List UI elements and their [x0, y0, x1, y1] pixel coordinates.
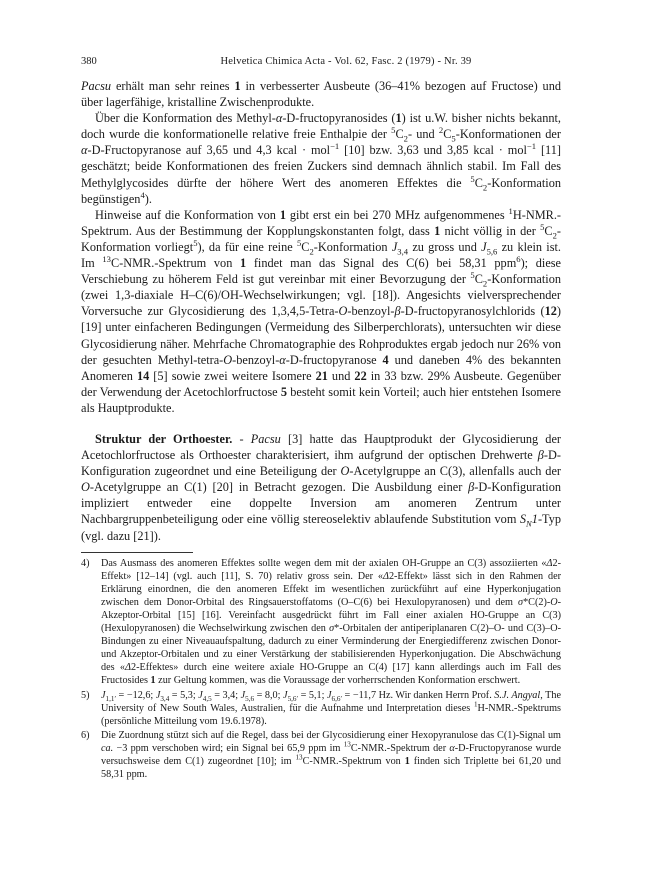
- article-body: [81, 78, 561, 544]
- paragraph-4: Struktur der Orthoester. - Pacsu [3] hatte das Hauptprodukt der Glycosidierung der Acetochlorfructose als Orthoester charakterisiert, ihm aufgrund der optischen Drehwerte β-D-Konfiguration zugeordnet und eine Beteiligung der O-Acetylgruppe an C(3), allenfalls auch der O-Acetylgruppe an C(1) [20] in Betracht gezogen. Die Ausbildung einer β-D-Konfiguration impliziert entweder eine doppelte Inversion am anomeren Zentrum unter Nachbargruppenbeteiligung oder eine völlig stereoselektiv ablaufende Substitution vom $S_N1$-Typ (vgl. dazu [21]).: [81, 431, 561, 543]
- paragraph-1: Pacsu erhält man sehr reines 1 in verbesserter Ausbeute (36–41% bezogen auf Fructose) und über lagerfähige, kristalline Zwischenprodukte.: [81, 79, 562, 110]
- paragraph-2: Über die Konformation des Methyl-α-D-fructopyranosides (1) ist u.W. bisher nichts bekannt, doch wurde die konformationelle relative freie Enthalpie der $^5C_2-$ und $^2C_5$-Konformationen der α-D-Fructopyranose auf 3,65 und 4,3 kcal · mol$^{-1}$ [10] bzw. 3,63 und 3,85 kcal · mol$^{-1}$ [11] geschätzt; beide Konformationen des freien Zuckers sind demnach ähnlich stabil. Im Fall des Methylglycosides dürfte der höhere Wert des anomeren Effektes die $^5C_2$-Konformation begünstigen$^4$).: [81, 111, 561, 206]
- running-head: Helvetica Chimica Acta - Vol. 62, Fasc. 2 (1979) - Nr. 39: [220, 56, 472, 67]
- footnote-divider: [81, 552, 193, 553]
- page-number: 380: [81, 56, 97, 67]
- footnotes: [81, 557, 561, 782]
- footnote-marker: 5): [81, 689, 90, 701]
- footnote-1: [81, 557, 561, 688]
- footnote-text: $J_{1,1'} = -12,6$; $J_{3,4} = 5,3$; $J_{4,5} = 3,4$; $J_{5,6} = 8,0$; $J_{5,6'} = 5,1$; $J_{6,6'} = -11,7$ Hz. Wir danken Herrn Prof. S.J. Angyal, The University of New South Wales, Australien, für die Aufnahme und Interpretation dieses $^1$H-NMR.-Spektrums (persönliche Mitteilung vom 19.6.1978).: [101, 689, 561, 727]
- footnote-text: Die Zuordnung stützt sich auf die Regel, dass bei der Glycosidierung einer Hexopyranulose das C(1)-Signal um ca. −3 ppm verschoben wird; ein Signal bei 65,9 ppm im $^{13}$C-NMR.-Spektrum der α-D-Fructopyranose wurde versuchsweise dem C(1) zugeordnet [10]; im $^{13}$C-NMR.-Spektrum von 1 finden sich Triplette bei 61,20 und 58,31 ppm.: [101, 729, 562, 781]
- footnote-marker: 4): [81, 557, 90, 569]
- footnote-2: [81, 689, 561, 728]
- footnote-3: [81, 729, 561, 781]
- footnote-text: Das Ausmass des anomeren Effektes sollte wegen dem mit der axialen OH-Gruppe an C(3) assoziierten «Δ2-Effekt» [12–14] (vgl. auch [11], S. 70) relativ gross sein. Der «Δ2-Effekt» lässt sich in den Rahmen der Erklärung einordnen, die den anomeren Effekt im wesentlichen zurückführt auf eine Hyperkonjugation zwischen dem Donor-Orbital des Ringsauerstoffatoms (O–C(6) bei Hexulopyranosen) und dem σ*C(2)-O-Akzeptor-Orbital [15] [16]. Vereinfacht ausgedrückt führt im Fall einer axialen HO-Gruppe an C(3) (Hexulopyranosen) die Wechselwirkung zwischen den σ*-Orbitalen der antiperiplanaren C(2)–O- und C(3)–O-Bindungen zu einer Niveauaufspaltung, dadurch zu einer Verminderung der Energiedifferenz zwischen Donor- und Akzeptor-Orbitalen und zu einer Verstärkung der stabilisierenden Hyperkonjugation. Die Abschwächung des «Δ2-Effektes» durch eine weitere axiale HO-Gruppe an C(4) [17] kann allerdings auch im Fall des Fructosides 1 zur Geltung kommen, was die Voraussage der vorherrschenden Konformation erschwert.: [101, 557, 562, 687]
- paragraph-3: Hinweise auf die Konformation von 1 gibt erst ein bei 270 MHz aufgenommenes $^1$H-NMR.-Spektrum. Aus der Bestimmung der Kopplungskonstanten folgt, dass 1 nicht völlig in der $^5C_2$-Konformation vorliegt$^5$), da für eine reine $^5C_2$-Konformation $J_{3,4}$ zu gross und $J_{5,6}$ zu klein ist. Im $^{13}$C-NMR.-Spektrum von 1 findet man das Signal des C(6) bei 58,31 ppm$^6$); diese Verschiebung zu höherem Feld ist gut vereinbar mit einer Bevorzugung der $^5C_2$-Konformation (zwei 1,3-diaxiale H–C(6)/OH-Wechselwirkungen; vgl. [18]). Angesichts vielversprechender Vorversuche zur Glycosidierung des 1,3,4,5-Tetra-O-benzoyl-β-D-fructopyranosylchlorids (12) [19] unter einfacheren Bedingungen (Vermeidung des Silberperchlorats), untersuchten wir diese Glycosidierung näher. Mehrfache Chromatographie des Rohproduktes ergab jedoch nur 26% von der gesuchten Methyl-tetra-O-benzoyl-α-D-fructopyranose 4 und daneben 4% des bekannten Anomeren 14 [5] sowie zwei weitere Isomere 21 und 22 in 33 bzw. 29% Ausbeute. Gegenüber der Verwendung der Acetochlorfructose 5 besteht somit kein Vorteil; auch hier entstehen Isomere als Hauptprodukte.: [81, 205, 562, 415]
- page-header: [81, 54, 561, 70]
- footnote-marker: 6): [81, 729, 90, 741]
- journal-page: [81, 54, 561, 781]
